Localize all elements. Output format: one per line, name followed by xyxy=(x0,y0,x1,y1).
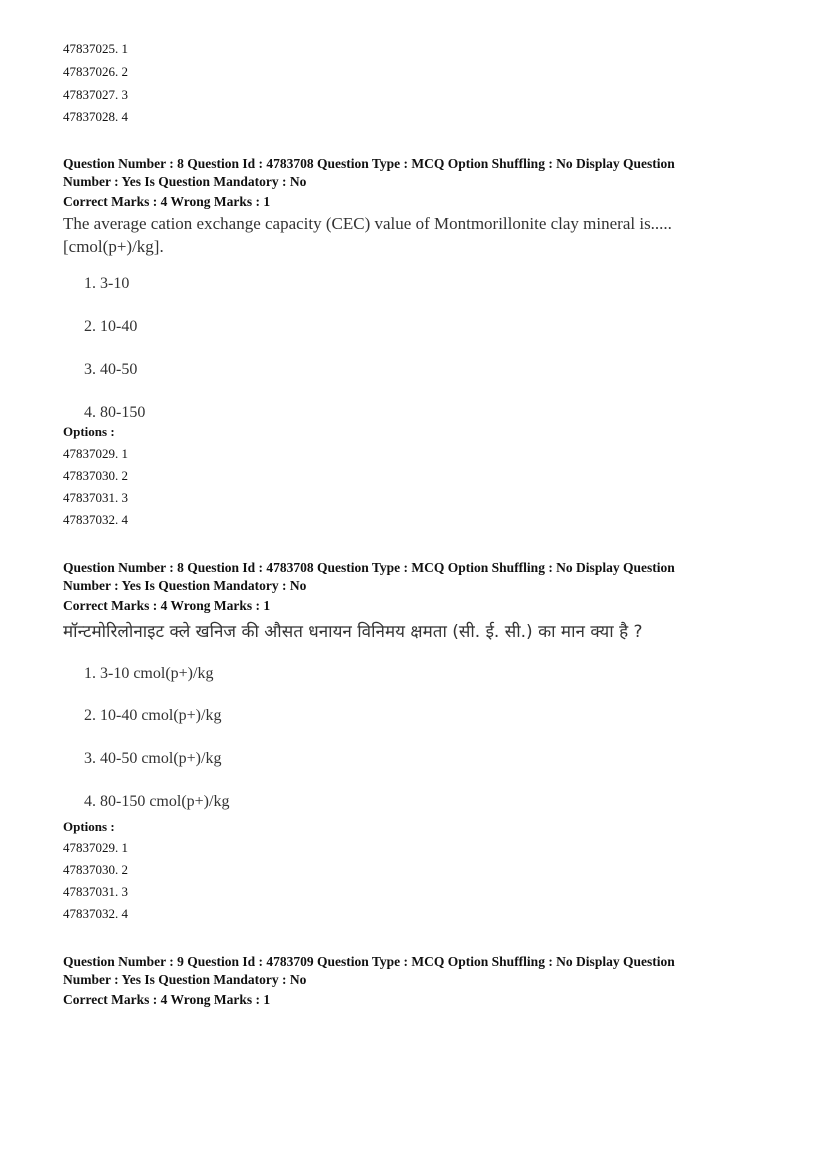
option-id: 47837026. 2 xyxy=(63,64,128,79)
question-meta-line: Question Number : 8 Question Id : 4783708 Question Type : MCQ Option Shuffling : No Display Question xyxy=(63,156,675,171)
option-id: 47837030. 2 xyxy=(63,862,128,877)
answer-choice: 1. 3-10 cmol(p+)/kg xyxy=(84,665,214,682)
answer-choice: 4. 80-150 xyxy=(84,404,146,421)
question-meta-line: Number : Yes Is Question Mandatory : No xyxy=(63,971,307,987)
option-id: 47837030. 2 xyxy=(63,468,128,483)
question-text-line: [cmol(p+)/kg]. xyxy=(63,237,164,256)
question-meta xyxy=(63,155,753,211)
option-id: 47837027. 3 xyxy=(63,87,128,102)
answer-choice: 3. 40-50 xyxy=(84,361,138,378)
question-meta xyxy=(63,559,753,615)
question-meta-line: Number : Yes Is Question Mandatory : No xyxy=(63,173,307,189)
option-id: 47837029. 1 xyxy=(63,840,128,855)
options-label: Options : xyxy=(63,819,115,834)
question-text-line: The average cation exchange capacity (CEC) value of Montmorillonite clay mineral is..... xyxy=(63,214,672,233)
marks-line: Correct Marks : 4 Wrong Marks : 1 xyxy=(63,992,271,1007)
question-meta xyxy=(63,953,753,1009)
option-id: 47837028. 4 xyxy=(63,109,128,124)
answer-choice: 3. 40-50 cmol(p+)/kg xyxy=(84,750,222,767)
question-meta-line: Question Number : 8 Question Id : 4783708 Question Type : MCQ Option Shuffling : No Display Question xyxy=(63,560,675,575)
answer-choice: 4. 80-150 cmol(p+)/kg xyxy=(84,793,230,810)
answer-choice: 1. 3-10 xyxy=(84,275,130,292)
option-id: 47837032. 4 xyxy=(63,512,128,527)
question-meta-line: Question Number : 9 Question Id : 4783709 Question Type : MCQ Option Shuffling : No Display Question xyxy=(63,954,675,969)
question-meta-line: Number : Yes Is Question Mandatory : No xyxy=(63,577,307,593)
question-text: मॉन्टमोरिलोनाइट क्ले खनिज की औसत धनायन विनिमय क्षमता (सी. ई. सी.) का मान क्या है ? xyxy=(63,622,643,642)
option-id: 47837031. 3 xyxy=(63,884,128,899)
answer-choice: 2. 10-40 cmol(p+)/kg xyxy=(84,707,222,724)
marks-line: Correct Marks : 4 Wrong Marks : 1 xyxy=(63,194,271,209)
options-label: Options : xyxy=(63,424,115,439)
answer-choice: 2. 10-40 xyxy=(84,318,138,335)
option-id: 47837025. 1 xyxy=(63,41,128,56)
option-id: 47837029. 1 xyxy=(63,446,128,461)
marks-line: Correct Marks : 4 Wrong Marks : 1 xyxy=(63,598,271,613)
option-id: 47837031. 3 xyxy=(63,490,128,505)
question-text xyxy=(63,212,753,258)
option-id: 47837032. 4 xyxy=(63,906,128,921)
